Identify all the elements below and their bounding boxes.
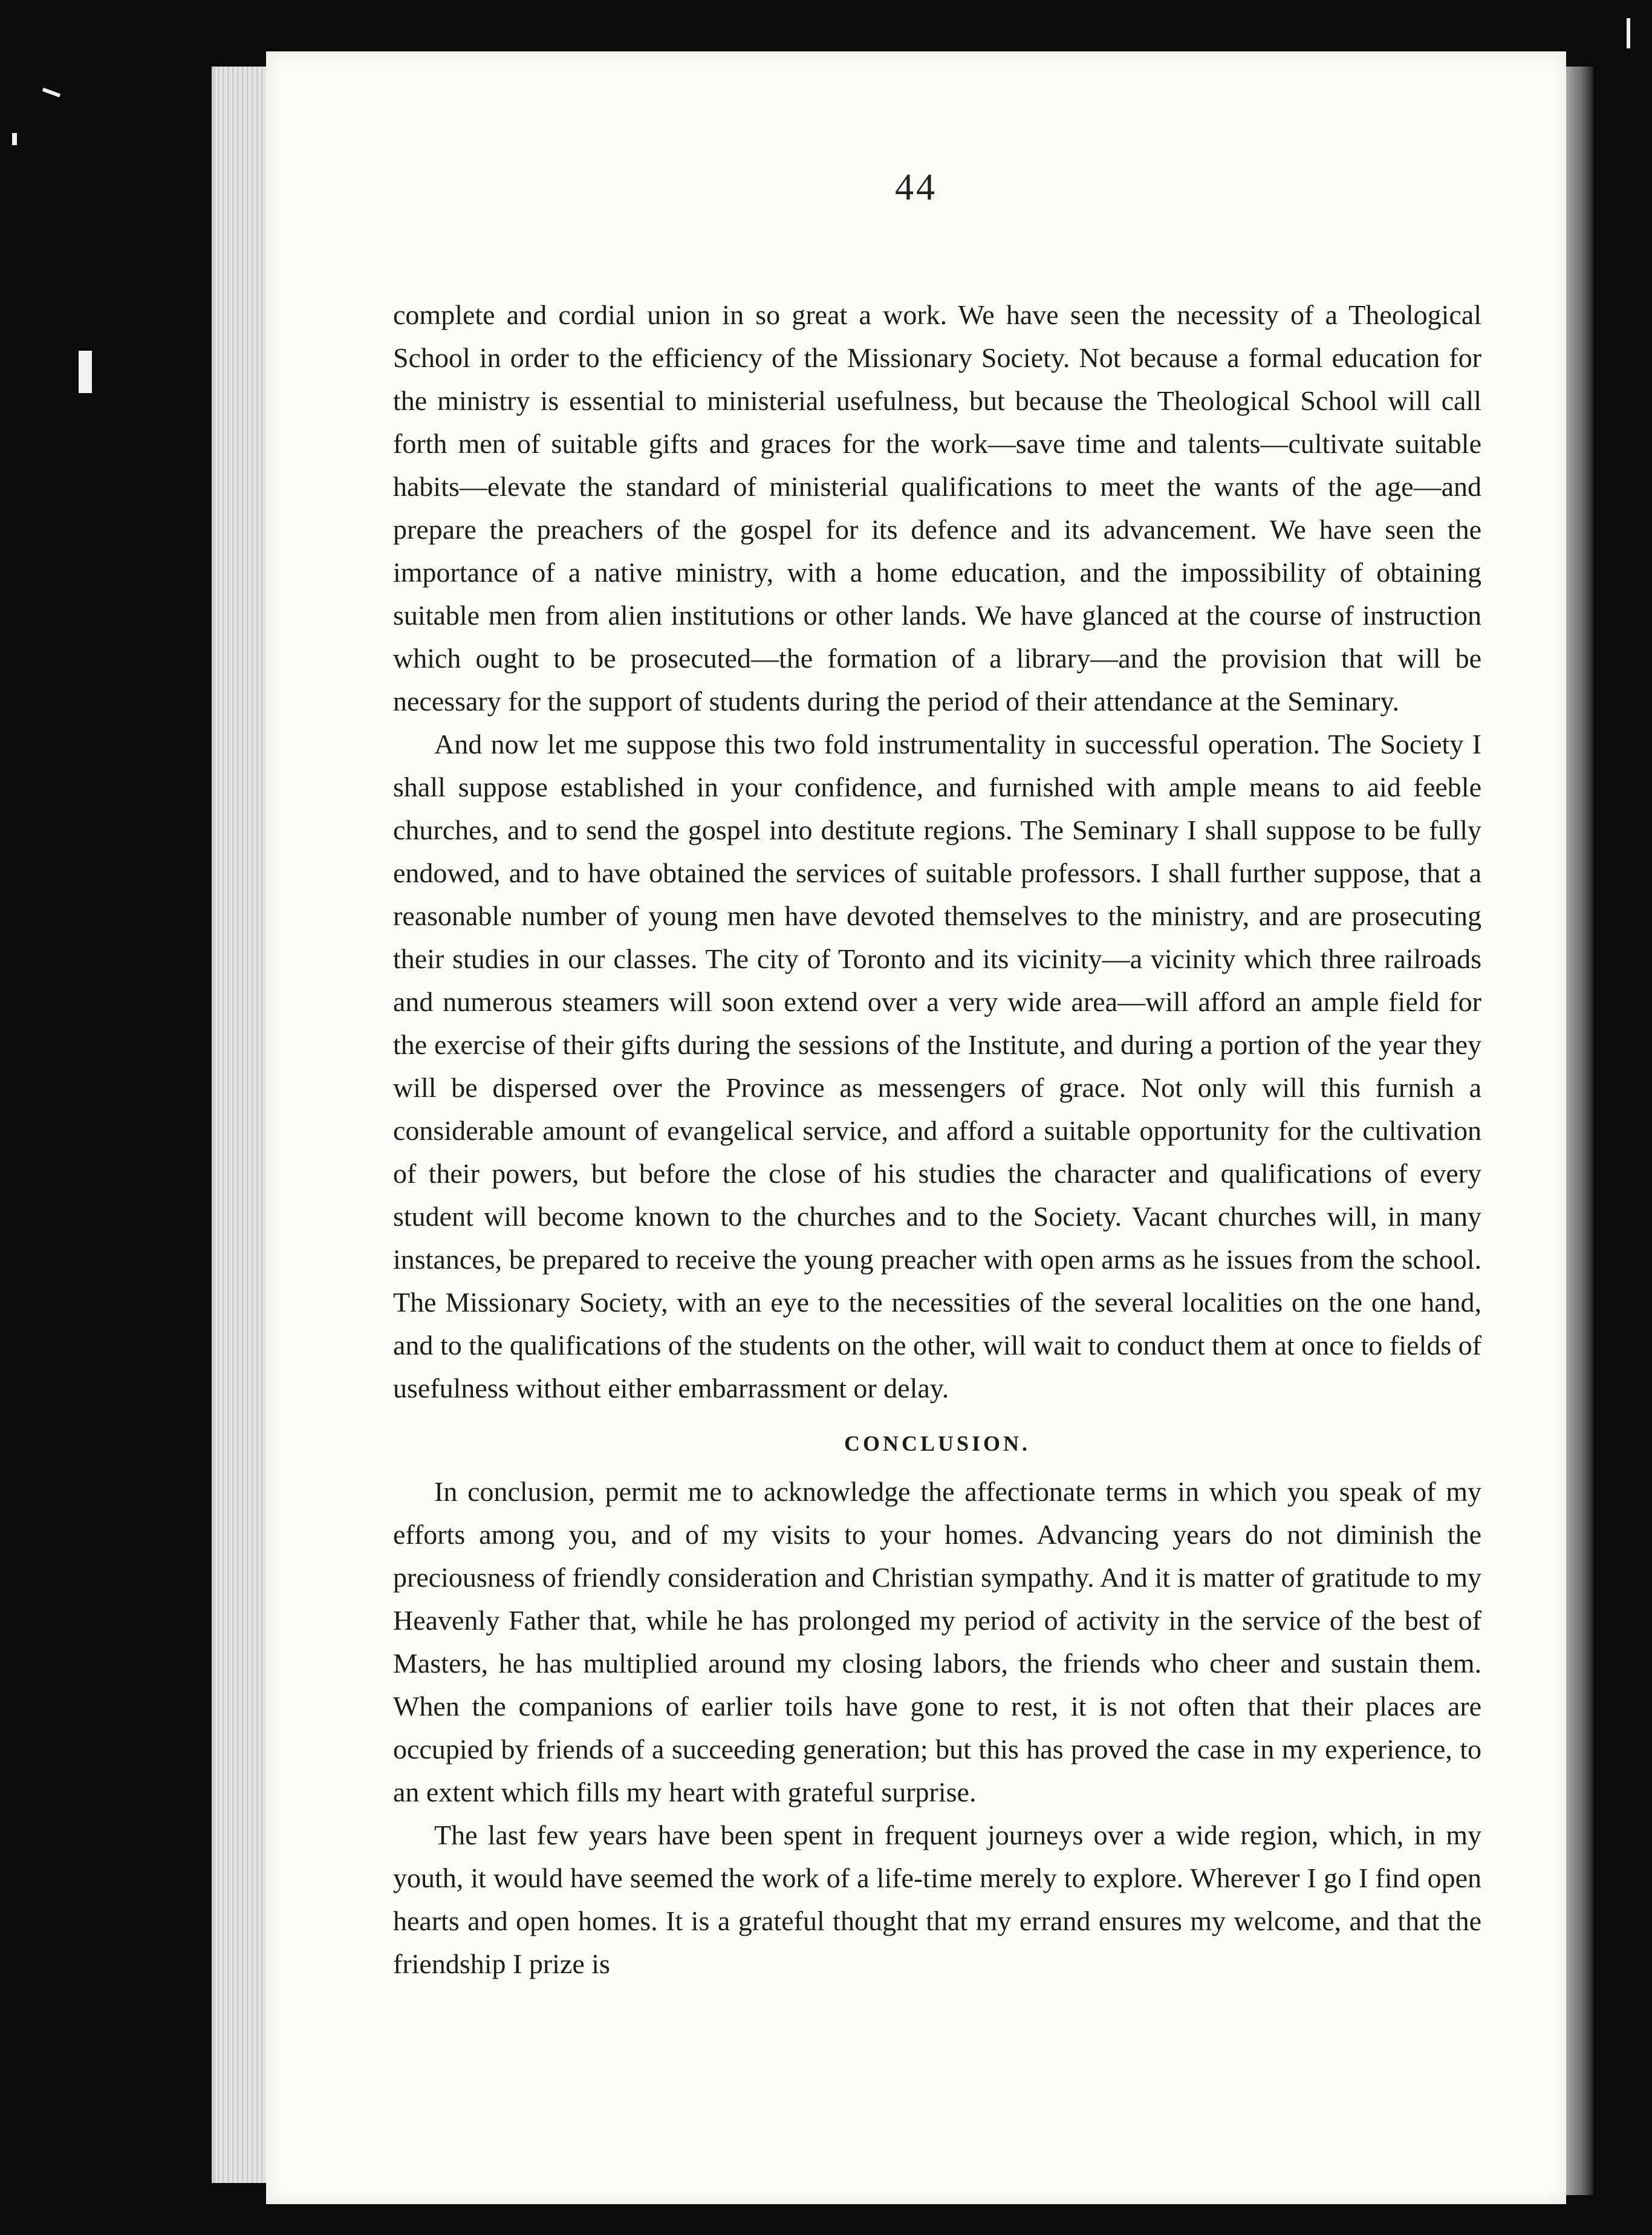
paragraph: And now let me suppose this two fold instrumentality in successful operation. The Society I shall suppose established in your confidence, and furnished with ample means to aid feeble churches, and to send the gospel into destitute regions. The Seminary I shall suppose to be fully endowed, and to have obtained the services of suitable professors. I shall further suppose, that a reasonable number of young men have devoted themselves to the ministry, and are prosecuting their studies in our classes. The city of Toronto and its vicinity—a vicinity which three railroads and numerous steamers will soon extend over a very wide area—will afford an ample field for the exercise of their gifts during the sessions of the Institute, and during a portion of the year they will be dispersed over the Province as messengers of grace. Not only will this furnish a considerable amount of evangelical service, and afford a suitable opportunity for the cultivation of their powers, but before the close of his studies the character and qualifications of every student will become known to the churches and to the Society. Vacant churches will, in many instances, be prepared to receive the young preacher with open arms as he issues from the school. The Missionary Society, with an eye to the necessities of the several localities on the one hand, and to the qualifications of the students on the other, will wait to conduct them at once to fields of usefulness without either embarrassment or delay. — [393, 729, 1481, 1404]
paragraph: The last few years have been spent in frequent journeys over a wide region, which, in my youth, it would have seemed the work of a life-time merely to explore. Wherever I go I find open hearts and open homes. It is a grateful thought that my errand ensures my welcome, and that the friendship I prize is — [393, 1820, 1481, 1979]
body-text — [393, 293, 1481, 1985]
paragraph: complete and cordial union in so great a work. We have seen the necessity of a Theological School in order to the efficiency of the Missionary Society. Not because a formal education for the ministry is essential to ministerial usefulness, but because the Theological School will call forth men of suitable gifts and graces for the work—save time and talents—cultivate suitable habits—elevate the standard of ministerial qualifications to meet the wants of the age—and prepare the preachers of the gospel for its defence and its advancement. We have seen the importance of a native ministry, with a home education, and the impossibility of obtaining suitable men from alien institutions or other lands. We have glanced at the course of instruction which ought to be prosecuted—the formation of a library—and the provision that will be necessary for the support of students during the period of their attendance at the Seminary. — [393, 299, 1481, 717]
paragraph: In conclusion, permit me to acknowledge the affectionate terms in which you speak of my efforts among you, and of my visits to your homes. Advancing years do not diminish the preciousness of friendly consideration and Christian sympathy. And it is matter of gratitude to my Heavenly Father that, while he has prolonged my period of activity in the service of the best of Masters, he has multiplied around my closing labors, the friends who cheer and sustain them. When the companions of earlier toils have gone to rest, it is not often that their places are occupied by friends of a succeeding generation; but this has proved the case in my experience, to an extent which fills my heart with grateful surprise. — [393, 1476, 1481, 1807]
film-edge-mark — [42, 88, 60, 97]
section-heading: CONCLUSION. — [844, 1431, 1031, 1456]
page-number: 44 — [895, 167, 937, 208]
page-gutter-shadow — [1566, 67, 1593, 2195]
film-edge-mark — [12, 133, 17, 145]
film-edge-mark — [1627, 18, 1630, 48]
film-edge-mark — [79, 351, 92, 393]
book-page — [266, 51, 1566, 2204]
